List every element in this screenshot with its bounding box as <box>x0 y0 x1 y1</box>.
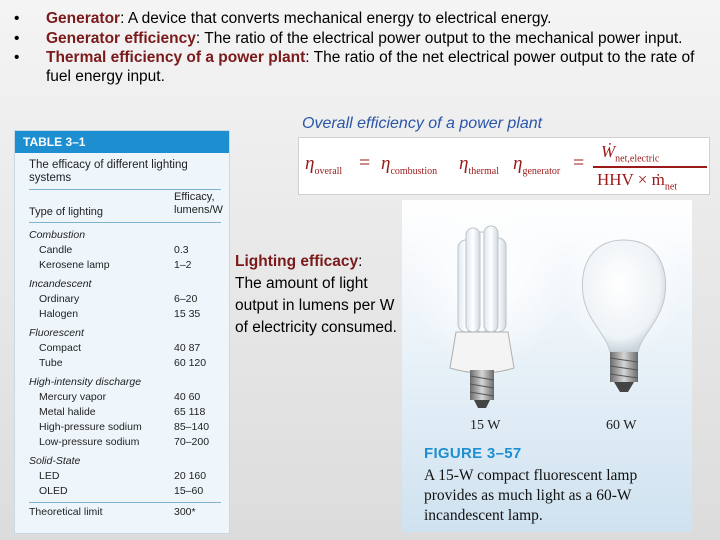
fraction-bar <box>593 166 707 168</box>
table-row <box>29 391 221 403</box>
row-value: 15 35 <box>174 308 201 320</box>
incandescent-bulb-icon <box>582 240 665 392</box>
row-label: Metal halide <box>39 406 96 418</box>
lighting-efficacy-definition <box>235 251 405 339</box>
table-row <box>29 421 221 433</box>
term-thermal-efficiency: Thermal efficiency of a power plant <box>46 49 306 66</box>
table-row <box>29 308 221 320</box>
definition-generator: A device that converts mechanical energy to electrical energy. <box>127 10 552 27</box>
row-label: Theoretical limit <box>29 506 103 518</box>
lamp-figure <box>402 200 692 532</box>
row-label: Compact <box>39 342 82 354</box>
row-label: Ordinary <box>39 293 80 305</box>
eta-combustion: $\eta_{combustion}$ <box>381 153 438 177</box>
term-lighting-efficacy: Lighting efficacy <box>235 253 359 270</box>
term-separator: : <box>358 253 363 270</box>
equals-sign: = <box>359 152 371 174</box>
table-category-row <box>29 229 221 241</box>
row-label: Halogen <box>39 308 79 320</box>
bullet-dot: • <box>14 49 20 66</box>
row-label: Kerosene lamp <box>39 259 110 271</box>
table-category-row <box>29 376 221 388</box>
row-label: Fluorescent <box>29 327 84 339</box>
row-label: High-pressure sodium <box>39 421 142 433</box>
overall-efficiency-equation <box>298 137 710 195</box>
row-value: 6–20 <box>174 293 198 305</box>
eta-thermal: $\eta_{thermal}$ <box>459 153 499 177</box>
efficacy-table <box>14 130 230 534</box>
row-label: Combustion <box>29 229 86 241</box>
eta-overall: $\eta_{overall}$ <box>305 153 343 177</box>
definition-generator-efficiency: The ratio of the electrical power output to the mechanical power input. <box>204 29 683 47</box>
figure-title: FIGURE 3–57 <box>424 445 522 462</box>
row-value: 0.3 <box>174 244 189 256</box>
row-label: Incandescent <box>29 278 92 290</box>
bullet-dot: • <box>14 10 20 27</box>
table-row <box>29 470 221 482</box>
table-rule <box>29 502 221 503</box>
figure-caption: A 15-W compact fluorescent lamp provides as much light as a 60-W incandescent lamp. <box>424 467 638 524</box>
definition-thermal-efficiency: The ratio of the net electrical power output to the rate of fuel energy input. <box>46 49 695 85</box>
table-row <box>29 259 221 271</box>
row-value: 300* <box>174 506 196 518</box>
row-label: Candle <box>39 244 73 256</box>
column-header-efficacy: Efficacy, lumens/W <box>174 191 223 216</box>
equation-denominator: HHV × ṁ$_{net}$ <box>597 170 678 193</box>
table-category-row <box>29 278 221 290</box>
row-label: LED <box>39 470 60 482</box>
table-category-row <box>29 327 221 339</box>
row-label: Tube <box>39 357 63 369</box>
row-label: Low-pressure sodium <box>39 436 140 448</box>
table-rule <box>29 189 221 190</box>
bullet-dot: • <box>14 29 20 47</box>
row-label: Solid-State <box>29 455 81 467</box>
equals-sign: = <box>573 152 585 174</box>
bullet-generator-efficiency <box>14 30 704 49</box>
row-value: 85–140 <box>174 421 210 433</box>
lamp-illustration <box>402 200 692 440</box>
term-separator: : <box>120 10 128 27</box>
table-rule <box>29 222 221 223</box>
term-generator: Generator <box>46 10 121 27</box>
label-60w: 60 W <box>606 418 637 433</box>
table-row <box>29 244 221 256</box>
bullet-thermal-efficiency <box>14 49 704 86</box>
row-value: 15–60 <box>174 485 204 497</box>
term-separator: : <box>305 49 314 66</box>
bullet-generator <box>14 10 704 29</box>
row-value: 40 87 <box>174 342 201 354</box>
row-value: 70–200 <box>174 436 210 448</box>
row-label: Mercury vapor <box>39 391 107 403</box>
table-row <box>29 485 221 497</box>
table-row <box>29 293 221 305</box>
row-label: High-intensity discharge <box>29 376 142 388</box>
label-15w: 15 W <box>470 418 501 433</box>
row-value: 40 60 <box>174 391 201 403</box>
table-header: TABLE 3–1 <box>15 131 229 153</box>
table-row <box>29 506 221 518</box>
table-category-row <box>29 455 221 467</box>
cfl-lamp-icon <box>450 226 514 408</box>
table-row <box>29 357 221 369</box>
table-row <box>29 342 221 354</box>
overall-efficiency-title: Overall efficiency of a power plant <box>302 115 543 132</box>
term-separator: : <box>195 29 205 47</box>
definition-lighting-efficacy: The amount of light output in lumens per W of electricity consumed. <box>235 275 397 336</box>
row-value: 65 118 <box>174 406 206 418</box>
definition-list <box>14 10 704 87</box>
row-value: 1–2 <box>174 259 192 271</box>
equation-numerator: Ẇ$_{net,electric}$ <box>601 142 660 165</box>
row-label: OLED <box>39 485 68 497</box>
table-caption: The efficacy of different lighting systems <box>29 159 188 184</box>
term-generator-efficiency: Generator efficiency <box>46 29 196 47</box>
row-value: 20 160 <box>174 470 207 482</box>
column-header-type: Type of lighting <box>29 206 103 218</box>
row-value: 60 120 <box>174 357 207 369</box>
table-row <box>29 436 221 448</box>
table-row <box>29 406 221 418</box>
eta-generator: $\eta_{generator}$ <box>513 153 561 177</box>
